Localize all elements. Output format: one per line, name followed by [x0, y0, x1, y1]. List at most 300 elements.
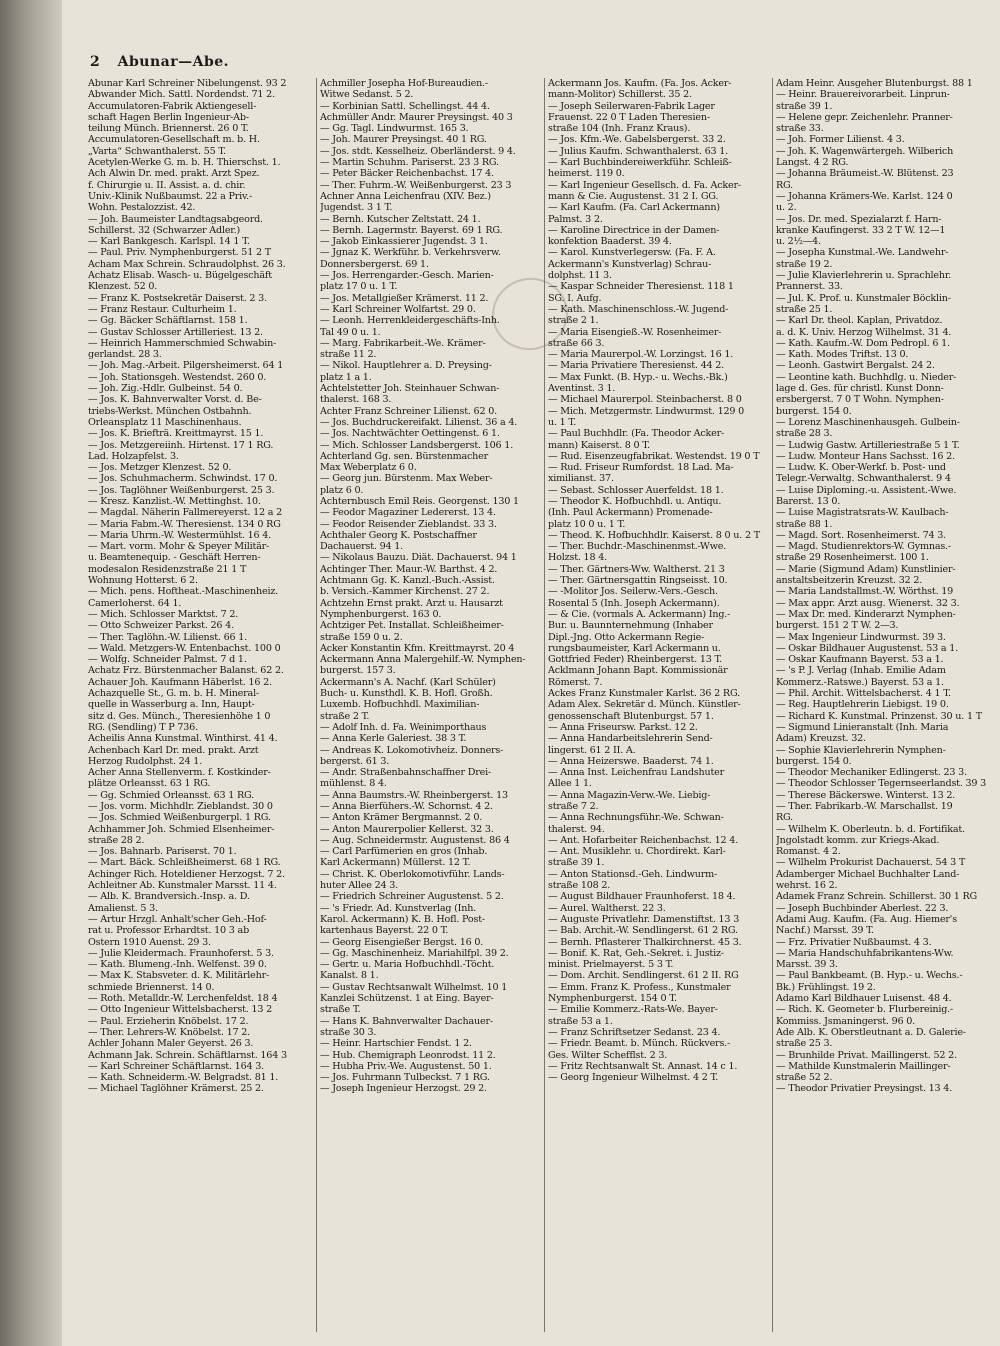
directory-entry: — Jul. K. Prof. u. Kunstmaler Böcklin-	[776, 292, 951, 304]
directory-entry: — Marg. Fabrikarbeit.-We. Krämer-	[320, 337, 486, 349]
directory-entry: — Rud. Eisenzeugfabrikat. Westendst. 19 0 T	[548, 450, 760, 462]
directory-entry: Kanzlei Schützenst. 1 at Eing. Bayer-	[320, 993, 494, 1005]
directory-entry: — Heinr. Brauereivorarbeit. Linprun-	[776, 89, 950, 101]
directory-entry: Nachf.) Marsst. 39 T.	[776, 925, 874, 937]
directory-entry: Adamo Karl Bildhauer Luisenst. 48 4.	[776, 993, 952, 1005]
directory-entry: — Feodor Reisender Zieblandst. 33 3.	[320, 518, 497, 530]
directory-entry: — Gustav Rechtsanwalt Wilhelmst. 10 1	[320, 981, 508, 993]
directory-entry: — Mich. Schlosser Landsbergerst. 106 1.	[320, 439, 514, 451]
directory-entry: — Emm. Franz K. Profess., Kunstmaler	[548, 981, 731, 993]
directory-entry: Achler Johann Maler Geyerst. 26 3.	[88, 1038, 254, 1050]
directory-entry: — Jos. Schuhmacherm. Schwindst. 17 0.	[88, 473, 278, 485]
directory-entry: — Theod. K. Hofbuchhdlr. Kaiserst. 8 0 u. 2 T	[548, 529, 760, 541]
directory-entry: Achner Anna Leichenfrau (XIV. Bez.)	[320, 190, 491, 202]
directory-entry: straße 108 2.	[548, 880, 611, 892]
directory-entry: — Joh. Mag.-Arbeit. Pilgersheimerst. 64 1	[88, 360, 284, 372]
directory-entry: — Ludwig Gastw. Artilleriestraße 5 1 T.	[776, 439, 960, 451]
directory-entry: — Magd. Sort. Rosenheimerst. 74 3.	[776, 529, 947, 541]
directory-entry: — Heinr. Hartschier Fendst. 1 2.	[320, 1038, 472, 1050]
directory-entry: — Jos. Schmied Weißenburgerpl. 1 RG.	[88, 812, 271, 824]
directory-entry: Karl Ackermann) Müllerst. 12 T.	[320, 857, 471, 869]
directory-entry: u. 1 T.	[548, 416, 577, 428]
directory-entry: — Jos. Buchdruckereifakt. Lilienst. 36 a 4.	[320, 416, 518, 428]
directory-entry: Ackermann's A. Nachf. (Karl Schüler)	[320, 676, 496, 688]
directory-entry: — Karoline Directrice in der Damen-	[548, 224, 720, 236]
directory-entry: ersbergerst. 7 0 T Wohn. Nymphen-	[776, 394, 944, 406]
directory-entry: Max Weberplatz 6 0.	[320, 462, 417, 474]
directory-entry: Tal 49 0 u. 1.	[320, 326, 381, 338]
directory-entry: — Maria Privatiere Theresienst. 44 2.	[548, 360, 725, 372]
directory-entry: — Jos. vorm. Michhdlr. Zieblandst. 30 0	[88, 801, 273, 812]
column-3	[544, 78, 768, 1332]
directory-entry: — Friedrich Schreiner Augustenst. 5 2.	[320, 891, 504, 903]
directory-entry: platz 17 0 u. 1 T.	[320, 281, 398, 293]
directory-entry: — Max Ingenieur Lindwurmst. 39 3.	[776, 631, 946, 643]
directory-entry: RG. (Sendling) T P 736.	[88, 721, 198, 733]
directory-entry: — Anton Krämer Bergmannst. 2 0.	[320, 812, 483, 824]
directory-entry: Ackermann Anna Malergehilf.-W. Nymphen-	[320, 654, 526, 666]
directory-entry: straße 2 1.	[548, 315, 599, 327]
directory-entry: Barerst. 13 0.	[776, 495, 841, 507]
directory-entry: — Georg jun. Bürstenm. Max Weber-	[320, 473, 493, 485]
directory-entry: — 's P. J. Verlag (Inhab. Emilie Adam	[776, 665, 946, 677]
directory-entry: kartenhaus Bayerst. 22 0 T.	[320, 925, 449, 937]
directory-entry: — Ther. Fabrikarb.-W. Marschallst. 19	[776, 801, 953, 812]
directory-entry: Achtmann Gg. K. Kanzl.-Buch.-Assist.	[320, 575, 495, 587]
directory-entry: — Nikol. Hauptlehrer a. D. Preysing-	[320, 360, 492, 372]
directory-entry: — Mathilde Kunstmalerin Maillinger-	[776, 1060, 951, 1072]
directory-entry: — Frz. Privatier Nußbaumst. 4 3.	[776, 936, 932, 948]
directory-entry: Abwander Mich. Sattl. Nordendst. 71 2.	[88, 89, 275, 101]
directory-entry: — Luise Diploming.-u. Assistent.-Wwe.	[776, 484, 957, 496]
directory-entry: — Franz Schriftsetzer Sedanst. 23 4.	[548, 1026, 721, 1038]
directory-entry: — Rich. K. Geometer b. Flurbereinig.-	[776, 1004, 954, 1016]
directory-entry: Nymphenburgerst. 163 0.	[320, 608, 442, 620]
directory-entry: — Wilhelm Prokurist Dachauerst. 54 3 T	[776, 857, 966, 869]
directory-entry: burgerst. 157 3.	[320, 665, 396, 677]
directory-entry: — Franz K. Postsekretär Daiserst. 2 3.	[88, 292, 267, 304]
directory-entry: Römerst. 7.	[548, 676, 603, 688]
directory-entry: — Jos. Kfm.-We. Gabelsbergerst. 33 2.	[548, 134, 726, 146]
directory-entry: — Anna Baumstrs.-W. Rheinbergerst. 13	[320, 789, 508, 801]
directory-entry: platz 10 0 u. 1 T.	[548, 518, 626, 530]
directory-entry: sitz d. Ges. Münch., Theresienhöhe 1 0	[88, 710, 271, 722]
directory-entry: — Bonif. K. Rat, Geh.-Sekret. i. Justiz-	[548, 947, 724, 959]
directory-entry: Acher Anna Stellenverm. f. Kostkinder-	[88, 767, 271, 779]
directory-entry: Camerloherst. 64 1.	[88, 597, 182, 609]
directory-entry: Ges. Wilter Schefflst. 2 3.	[548, 1049, 668, 1061]
directory-entry: — Marie (Sigmund Adam) Kunstlinier-	[776, 563, 956, 575]
directory-entry: — Nikolaus Bauzu. Diät. Dachauerst. 94 1	[320, 552, 517, 564]
directory-entry: — Gustav Schlosser Artilleriest. 13 2.	[88, 326, 263, 338]
directory-entry: Langst. 4 2 RG.	[776, 157, 849, 169]
directory-entry: — Alb. K. Brandversich.-Insp. a. D.	[88, 891, 250, 903]
directory-entry: — Julie Kleidermach. Fraunhoferst. 5 3.	[88, 947, 274, 959]
directory-entry: — Karl Schreiner Wolfartst. 29 0.	[320, 303, 476, 315]
directory-entry: — Maria Fabm.-W. Theresienst. 134 0 RG	[88, 518, 281, 530]
directory-entry: — Joh. Maurer Preysingst. 40 1 RG.	[320, 134, 487, 146]
directory-entry: — Kaspar Schneider Theresienst. 118 1	[548, 281, 734, 293]
directory-entry: straße 19 2.	[776, 258, 833, 270]
directory-entry: — Andreas K. Lokomotivheiz. Donners-	[320, 744, 504, 756]
directory-entry: — Richard K. Kunstmal. Prinzenst. 30 u. 1 T	[776, 710, 982, 722]
directory-entry: straße 66 3.	[548, 337, 605, 349]
directory-entry: quelle in Wasserburg a. Inn, Haupt-	[88, 699, 255, 711]
directory-entry: — Anna Heizerswe. Baaderst. 74 1.	[548, 755, 714, 767]
directory-entry: — Jos. Metallgießer Krämerst. 11 2.	[320, 292, 489, 304]
directory-entry: Achtziger Pet. Installat. Schleißheimer-	[320, 620, 504, 632]
directory-entry: straße 88 1.	[776, 518, 833, 530]
directory-entry: Accumulatoren-Gesellschaft m. b. H.	[88, 134, 260, 146]
directory-entry: — Gertr. u. Maria Hofbuchhdl.-Töcht.	[320, 959, 495, 971]
column-2	[316, 78, 540, 1332]
directory-entry: — Theodor Mechaniker Edlingerst. 23 3.	[776, 767, 967, 779]
directory-entry: straße 29 Rosenheimerst. 100 1.	[776, 552, 929, 564]
directory-entry: straße 25 1.	[776, 303, 833, 315]
directory-entry: — Mich. Metzgermstr. Lindwurmst. 129 0	[548, 405, 745, 417]
directory-entry: Kommerz.-Ratswe.) Bayerst. 53 a 1.	[776, 676, 944, 688]
directory-entry: straße 39 1.	[548, 857, 605, 869]
directory-entry: Nymphenburgerst. 154 0 T.	[548, 993, 677, 1005]
directory-entry: Aventinst. 3 1.	[548, 383, 616, 395]
directory-entry: — Michael Maurerpol. Steinbacherst. 8 0	[548, 394, 742, 406]
directory-entry: Achter Franz Schreiner Lilienst. 62 0.	[320, 405, 497, 417]
directory-entry: Adam) Kreuzst. 32.	[776, 733, 866, 745]
directory-entry: Ackermann's Kunstverlag) Schrau-	[548, 258, 712, 270]
directory-entry: straße 30 3.	[320, 1026, 377, 1038]
directory-columns	[88, 78, 987, 1332]
directory-entry: Herzog Rudolphst. 24 1.	[88, 755, 203, 767]
directory-entry: — Oskar Bildhauer Augustenst. 53 a 1.	[776, 642, 959, 654]
directory-entry: Acham Max Schrein. Schraudolphst. 26 3.	[88, 258, 286, 270]
directory-entry: Klenzest. 52 0.	[88, 281, 158, 293]
directory-entry: — Sebast. Schlosser Auerfeldst. 18 1.	[548, 484, 724, 496]
directory-entry: — Phil. Archit. Wittelsbacherst. 4 1 T.	[776, 688, 951, 700]
directory-entry: — Maria Eisengieß.-W. Rosenheimer-	[548, 326, 722, 338]
directory-entry: — Oskar Kaufmann Bayerst. 53 a 1.	[776, 654, 944, 666]
directory-entry: — Max K. Stabsveter. d. K. Militärlehr-	[88, 970, 270, 982]
directory-entry: — Leonh. Herrenkleidergeschäfts-Inh.	[320, 315, 500, 327]
directory-entry: — Joh. Stationsgeh. Westendst. 260 0.	[88, 371, 267, 383]
directory-entry: — August Bildhauer Fraunhoferst. 18 4.	[548, 891, 736, 903]
directory-entry: a. d. K. Univ. Herzog Wilhelmst. 31 4.	[776, 326, 952, 338]
directory-entry: Achinger Rich. Hoteldiener Herzogst. 7 2.	[88, 868, 285, 880]
directory-entry: Holzst. 18 4.	[548, 552, 607, 564]
directory-entry: — Peter Bäcker Reichenbachst. 17 4.	[320, 168, 494, 180]
running-title: Abunar—Abe.	[117, 54, 230, 70]
directory-entry: Achleitner Ab. Kunstmaler Marsst. 11 4.	[88, 880, 277, 892]
directory-entry: — Anna Rechnungsführ.-We. Schwan-	[548, 812, 724, 824]
directory-entry: — Ludw. K. Ober-Werkf. b. Post- und	[776, 462, 946, 474]
book-binding-edge	[0, 0, 62, 1346]
directory-entry: — Helene gepr. Zeichenlehr. Pranner-	[776, 111, 953, 123]
directory-entry: straße 33.	[776, 123, 824, 135]
directory-entry: plätze Orleansst. 63 1 RG.	[88, 778, 211, 790]
directory-entry: — Joseph Ingenieur Herzogst. 29 2.	[320, 1083, 487, 1095]
directory-entry: lage d. Ges. für christl. Kunst Donn-	[776, 383, 944, 395]
directory-entry: straße 28 2.	[88, 834, 145, 846]
directory-entry: dolphst. 11 3.	[548, 270, 612, 282]
directory-entry: — Jos. Bahnarb. Pariserst. 70 1.	[88, 846, 237, 858]
directory-entry: — Andr. Straßenbahnschaffner Drei-	[320, 767, 491, 779]
directory-entry: — Hub. Chemigraph Leonrodst. 11 2.	[320, 1049, 496, 1061]
directory-entry: Kommiss. Jsmaningerst. 96 0.	[776, 1015, 915, 1027]
page-header	[90, 54, 972, 74]
directory-entry: — Joh. K. Wagenwärtergeh. Wilberich	[776, 145, 954, 157]
directory-entry: — Hubha Priv.-We. Augustenst. 50 1.	[320, 1060, 492, 1072]
directory-entry: — Aurel. Waltherst. 22 3.	[548, 902, 666, 914]
directory-entry: — Ther. Buchdr.-Maschinenmst.-Wwe.	[548, 541, 727, 553]
directory-entry: — Emilie Kommerz.-Rats-We. Bayer-	[548, 1004, 718, 1016]
directory-entry: bergerst. 61 3.	[320, 755, 390, 767]
directory-entry: — Jos. K. Bahnverwalter Vorst. d. Be-	[88, 394, 262, 406]
directory-entry: — Ant. Musiklehr. u. Chordirekt. Karl-	[548, 846, 726, 858]
directory-entry: Achternbusch Emil Reis. Georgenst. 130 1	[320, 495, 519, 507]
directory-entry: — Rud. Friseur Rumfordst. 18 Lad. Ma-	[548, 462, 734, 474]
directory-entry: — Wald. Metzgers-W. Entenbachst. 100 0	[88, 642, 281, 654]
directory-entry: Achterland Gg. sen. Bürstenmacher	[320, 450, 489, 462]
directory-entry: — Theodor K. Hofbuchhdl. u. Antiqu.	[548, 495, 722, 507]
directory-entry: Adamek Franz Schrein. Schillerst. 30 1 RG	[776, 891, 977, 903]
directory-entry: — Kath. Kaufm.-W. Dom Pedropl. 6 1.	[776, 337, 950, 349]
directory-entry: — Karl Buchbindereiwerkführ. Schleiß-	[548, 157, 732, 169]
directory-entry: Orleansplatz 11 Maschinenhaus.	[88, 416, 242, 428]
directory-entry: — Kresz. Kanzlist.-W. Mettinghst. 10.	[88, 495, 261, 507]
directory-entry: — Jos. Herrengarder.-Gesch. Marien-	[320, 270, 494, 282]
directory-entry: — Max appr. Arzt ausg. Wienerst. 32 3.	[776, 597, 960, 609]
directory-entry: schaft Hagen Berlin Ingenieur-Ab-	[88, 111, 249, 123]
directory-entry: Marsst. 39 3.	[776, 959, 838, 971]
directory-entry: — Jos. Nachtwächter Oettingenst. 6 1.	[320, 428, 500, 440]
directory-entry: — Gg. Bäcker Schäftlarnst. 158 1.	[88, 315, 248, 327]
directory-entry: — 's Friedr. Ad. Kunstverlag (Inh.	[320, 902, 477, 914]
directory-entry: Donnersbergerst. 69 1.	[320, 258, 429, 270]
directory-entry: Adam Alex. Sekretär d. Münch. Künstler-	[548, 699, 741, 711]
directory-entry: — Jos. Metzger Klenzest. 52 0.	[88, 462, 232, 474]
directory-entry: Amalienst. 5 3.	[88, 902, 158, 914]
directory-entry: mann-Molitor) Schillerst. 35 2.	[548, 89, 692, 101]
directory-entry: teilung Münch. Briennerst. 26 0 T.	[88, 123, 249, 135]
directory-entry: — Mart. Bäck. Schleißheimerst. 68 1 RG.	[88, 857, 281, 869]
directory-entry: — Michael Taglöhner Krämerst. 25 2.	[88, 1083, 264, 1095]
column-1	[88, 78, 312, 1332]
directory-entry: Rosental 5 (Inh. Joseph Ackermann).	[548, 597, 720, 609]
directory-entry: Ade Alb. K. Oberstleutnant a. D. Galerie-	[776, 1026, 966, 1038]
directory-entry: Accumulatoren-Fabrik Aktiengesell-	[88, 100, 257, 112]
directory-entry: Achtelstetter Joh. Steinhauer Schwan-	[320, 383, 500, 395]
directory-entry: straße 11 2.	[320, 349, 377, 361]
directory-entry: Ackermann Jos. Kaufm. (Fa. Jos. Acker-	[548, 78, 732, 89]
directory-entry: u. Beamtenequip. - Geschäft Herren-	[88, 552, 261, 564]
directory-entry: — Jos. Fuhrmann Tulbeckst. 7 1 RG.	[320, 1072, 490, 1084]
directory-entry: rat u. Professor Erhardtst. 10 3 ab	[88, 925, 250, 937]
directory-entry: mann & Cie. Augustenst. 31 2 I. GG.	[548, 190, 719, 202]
directory-entry: straße 28 3.	[776, 428, 833, 440]
directory-entry: Jngolstadt komm. zur Kriegs-Akad.	[776, 834, 940, 846]
directory-entry: — Johanna Krämers-We. Karlst. 124 0	[776, 190, 953, 202]
directory-entry: Achauer Joh. Kaufmann Häberlst. 16 2.	[88, 676, 272, 688]
directory-entry: — Lorenz Maschinenhausgeh. Gulbein-	[776, 416, 960, 428]
directory-entry: Achatz Elisab. Wasch- u. Bügelgeschäft	[88, 270, 272, 282]
directory-entry: Achhammer Joh. Schmied Elsenheimer-	[88, 823, 275, 835]
directory-entry: — Karl Kaufm. (Fa. Carl Ackermann)	[548, 202, 720, 214]
directory-entry: Luxemb. Hofbuchhdl. Maximilian-	[320, 699, 480, 711]
directory-entry: schmiede Briennerst. 14 0.	[88, 981, 215, 993]
directory-entry: minist. Prielmayerst. 5 3 T.	[548, 959, 674, 971]
directory-entry: — Friedr. Beamt. b. Münch. Rückvers.-	[548, 1038, 731, 1050]
directory-entry: — Hans K. Bahnverwalter Dachauer-	[320, 1015, 493, 1027]
directory-entry: — Magdal. Näherin Fallmereyerst. 12 a 2	[88, 507, 283, 519]
directory-entry: — Anton Stationsd.-Geh. Lindwurm-	[548, 868, 718, 880]
directory-entry: — Gg. Schmied Orleansst. 63 1 RG.	[88, 789, 255, 801]
directory-entry: — Theodor Privatier Preysingst. 13 4.	[776, 1083, 953, 1095]
directory-entry: — Julius Kaufm. Schwanthalerst. 63 1.	[548, 145, 728, 157]
directory-entry: — Aug. Schneidermstr. Augustenst. 86 4	[320, 834, 510, 846]
directory-entry: straße T.	[320, 1004, 361, 1016]
directory-entry: Adamberger Michael Buchhalter Land-	[776, 868, 960, 880]
directory-entry: — Martin Schuhm. Pariserst. 23 3 RG.	[320, 157, 499, 169]
directory-entry: — Anna Kerle Galeriest. 38 3 T.	[320, 733, 467, 745]
directory-entry: platz 6 0.	[320, 484, 364, 496]
directory-entry: — Karl Bankgesch. Karlspl. 14 1 T.	[88, 236, 250, 248]
directory-entry: anstaltsbeitzerin Kreuzst. 32 2.	[776, 575, 923, 587]
directory-entry: — Anton Maurerpolier Kellerst. 32 3.	[320, 823, 494, 835]
directory-entry: Achazquelle St., G. m. b. H. Mineral-	[88, 688, 259, 700]
directory-entry: wehrst. 16 2.	[776, 880, 838, 892]
directory-entry: — Karol. Kunstverlegersw. (Fa. F. A.	[548, 247, 716, 259]
directory-entry: — Joh. Former Lilienst. 4 3.	[776, 134, 905, 146]
directory-entry: — Gg. Maschinenheiz. Mariahilfpl. 39 2.	[320, 947, 509, 959]
directory-entry: modesalon Residenzstraße 21 1 T	[88, 563, 247, 575]
directory-entry: — Kath. Schneiderm.-W. Belgradst. 81 1.	[88, 1072, 279, 1084]
directory-entry: straße 39 1.	[776, 100, 833, 112]
directory-entry: — Maria Maurerpol.-W. Lorzingst. 16 1.	[548, 349, 734, 361]
directory-entry: RG.	[776, 179, 793, 191]
directory-entry: Achmann Jak. Schrein. Schäftlarnst. 164 3	[88, 1049, 287, 1061]
directory-entry: b. Versich.-Kammer Kirchenst. 27 2.	[320, 586, 490, 598]
directory-entry: f. Chirurgie u. II. Assist. a. d. chir.	[88, 179, 246, 191]
directory-entry: — Feodor Magaziner Ledererst. 13 4.	[320, 507, 496, 519]
directory-entry: — Mich. Schlosser Marktst. 7 2.	[88, 608, 239, 620]
directory-entry: — Paul Buchhdlr. (Fa. Theodor Acker-	[548, 428, 725, 440]
directory-entry: — Otto Ingenieur Wittelsbacherst. 13 2	[88, 1004, 273, 1016]
directory-entry: Kanalst. 8 1.	[320, 970, 379, 982]
directory-entry: Bk.) Frühlingst. 19 2.	[776, 981, 876, 993]
directory-entry: huter Allee 24 3.	[320, 880, 399, 892]
directory-entry: — Ant. Hofarbeiter Reichenbachst. 12 4.	[548, 834, 739, 846]
directory-entry: — Anna Inst. Leichenfrau Landshuter	[548, 767, 724, 779]
directory-entry: — Anna Friseursw. Parkst. 12 2.	[548, 721, 698, 733]
directory-entry: Adam Heinr. Ausgeher Blutenburgst. 88 1	[776, 78, 973, 89]
directory-entry: straße 52 2.	[776, 1072, 833, 1084]
directory-entry: — Otto Schweizer Parkst. 26 4.	[88, 620, 234, 632]
directory-entry: straße 159 0 u. 2.	[320, 631, 403, 643]
directory-entry: — Adolf Inh. d. Fa. Weinimporthaus	[320, 721, 487, 733]
directory-entry: — Jos. Taglöhner Weißenburgerst. 25 3.	[88, 484, 275, 496]
directory-entry: — Paul. Erzieherin Knöbelst. 17 2.	[88, 1015, 249, 1027]
directory-entry: — Karl Schreiner Schäftlarnst. 164 3.	[88, 1060, 264, 1072]
directory-entry: Palmst. 3 2.	[548, 213, 603, 225]
directory-entry: Buch- u. Kunsthdl. K. B. Hofl. Großh.	[320, 688, 493, 700]
directory-entry: — Leontine kath. Buchhdlg. u. Nieder-	[776, 371, 957, 383]
directory-entry: — Paul. Priv. Nymphenburgerst. 51 2 T	[88, 247, 271, 259]
directory-entry: — Jgnaz K. Werkführ. b. Verkehrsverw.	[320, 247, 501, 259]
directory-entry: — Joh. Baumeister Landtagsabgeord.	[88, 213, 263, 225]
directory-entry: — Jos. stdt. Kesselheiz. Oberländerst. 9 4.	[320, 145, 516, 157]
directory-entry: mann) Kaiserst. 8 0 T.	[548, 439, 650, 451]
directory-entry: — Mart. vorm. Mohr & Speyer Militär-	[88, 541, 270, 553]
directory-entry: — Julie Klavierlehrerin u. Sprachlehr.	[776, 270, 952, 282]
directory-entry: — Wolfg. Schneider Palmst. 7 d 1.	[88, 654, 247, 666]
directory-entry: — Ludw. Monteur Hans Sachsst. 16 2.	[776, 450, 955, 462]
directory-entry: — Franz Restaur. Culturheim 1.	[88, 303, 237, 315]
directory-entry: „Varta“ Schwanthalerst. 55 T.	[88, 145, 227, 157]
directory-entry: — Gg. Tagl. Lindwurmst. 165 3.	[320, 123, 469, 135]
directory-entry: — Leonh. Gastwirt Bergalst. 24 2.	[776, 360, 935, 372]
directory-entry: konfektion Baaderst. 39 4.	[548, 236, 672, 248]
directory-entry: Dachauerst. 94 1.	[320, 541, 404, 553]
directory-entry: — Sophie Klavierlehrerin Nymphen-	[776, 744, 946, 756]
directory-entry: — Christ. K. Oberlokomotivführ. Lands-	[320, 868, 505, 880]
directory-entry: — Johanna Bräumeist.-W. Blütenst. 23	[776, 168, 954, 180]
directory-entry: genossenschaft Blutenburgst. 57 1.	[548, 710, 714, 722]
directory-entry: — Sigmund Linieranstalt (Inh. Maria	[776, 721, 949, 733]
directory-entry: — Maria Handschuhfabrikantens-Ww.	[776, 947, 954, 959]
directory-entry: platz 1 a 1.	[320, 371, 372, 383]
directory-entry: kranke Kaufingerst. 33 2 T W. 12—1	[776, 224, 946, 236]
directory-entry: — Kath. Maschinenschloss.-W. Jugend-	[548, 303, 729, 315]
directory-entry: — Bernh. Pflasterer Thalkirchnerst. 45 3.	[548, 936, 742, 948]
directory-entry: — Ther. Gärtners-Ww. Waltherst. 21 3	[548, 563, 725, 575]
directory-entry: thalerst. 168 3.	[320, 394, 392, 406]
directory-entry: straße 2 T.	[320, 710, 370, 722]
directory-entry: — Korbinian Sattl. Schellingst. 44 4.	[320, 100, 490, 112]
directory-entry: — Kath. Blumeng.-Inh. Welfenst. 39 0.	[88, 959, 267, 971]
directory-entry: Wohnung Hotterst. 6 2.	[88, 575, 198, 587]
directory-entry: Witwe Sedanst. 5 2.	[320, 89, 414, 101]
directory-entry: — Paul Bankbeamt. (B. Hyp.- u. Wechs.-	[776, 970, 963, 982]
directory-entry: — Max Dr. med. Kinderarzt Nymphen-	[776, 608, 956, 620]
directory-entry: Dipl.-Jng. Otto Ackermann Regie-	[548, 631, 705, 643]
directory-entry: Achmüller Andr. Maurer Preysingst. 40 3	[320, 111, 513, 123]
directory-entry: straße 104 (Inh. Franz Kraus).	[548, 123, 691, 135]
directory-entry: — Auguste Privatlehr. Damenstiftst. 13 3	[548, 913, 740, 925]
directory-entry: — & Cie. (vormals A. Ackermann) Ing.-	[548, 608, 731, 620]
directory-entry: gerlandst. 28 3.	[88, 349, 162, 361]
directory-entry: Bur. u. Baunnternehmung (Inhaber	[548, 620, 713, 632]
directory-entry: (Inh. Paul Ackermann) Promenade-	[548, 507, 713, 519]
column-4	[772, 78, 994, 1332]
directory-entry: Acheilis Anna Kunstmal. Winthirst. 41 4.	[88, 733, 278, 745]
directory-entry: — Reg. Hauptlehrerin Liebigst. 19 0.	[776, 699, 949, 711]
directory-entry: — Dom. Archit. Sendlingerst. 61 2 II. RG	[548, 970, 739, 982]
directory-entry: Schillerst. 32 (Schwarzer Adler.)	[88, 224, 241, 236]
directory-entry: Karol. Ackermann) K. B. Hofl. Post-	[320, 913, 485, 925]
directory-entry: Prannerst. 33.	[776, 281, 843, 293]
directory-entry: ximilianst. 37.	[548, 473, 614, 485]
directory-entry: — Jos. Dr. med. Spezialarzt f. Harn-	[776, 213, 942, 225]
directory-entry: Allee 1 1.	[548, 778, 592, 790]
directory-entry: mühlenst. 8 4.	[320, 778, 387, 790]
directory-entry: Frauenst. 22 0 T Laden Theresien-	[548, 111, 710, 123]
directory-entry: — Joseph Seilerwaren-Fabrik Lager	[548, 100, 715, 112]
directory-entry: — Roth. Metalldr.-W. Lerchenfeldst. 18 4	[88, 993, 278, 1005]
directory-entry: — Max Funkt. (B. Hyp.- u. Wechs.-Bk.)	[548, 371, 728, 383]
directory-entry: — Josepha Kunstmal.-We. Landwehr-	[776, 247, 949, 259]
directory-entry: straße 25 3.	[776, 1038, 833, 1050]
directory-entry: — Joseph Buchbinder Aberlest. 22 3.	[776, 902, 949, 914]
directory-entry: — Ther. Taglöhn.-W. Lilienst. 66 1.	[88, 631, 248, 643]
